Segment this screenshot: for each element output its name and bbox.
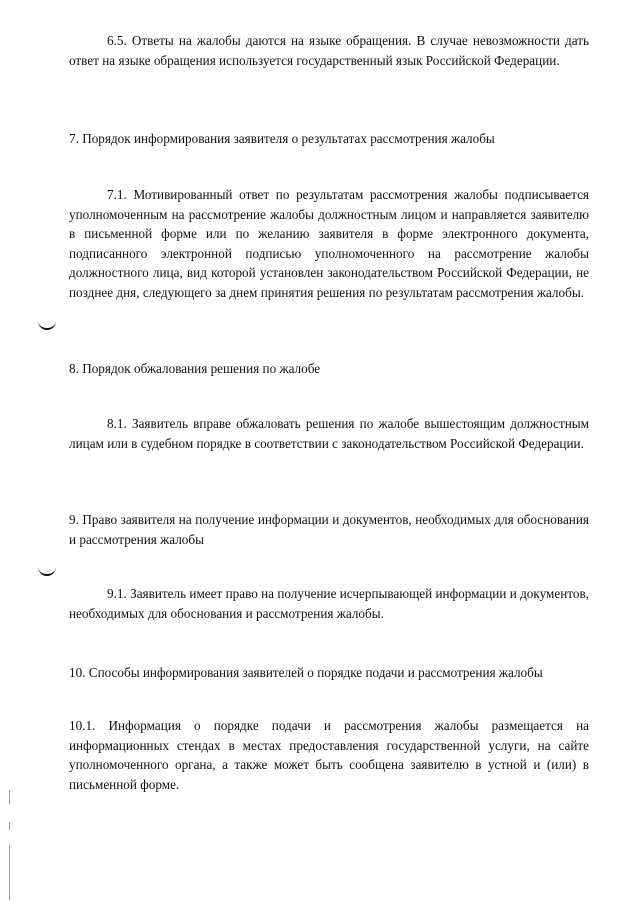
paragraph-9-1: 9.1. Заявитель имеет право на получение исчерпывающей информации и документов, необходимых для обоснования и рассмотрения жалобы. [69,586,589,621]
section-heading-8: 8. Порядок обжалования решения по жалобе [69,361,321,376]
paragraph-8-1: 8.1. Заявитель вправе обжаловать решения по жалобе вышестоящим должностным лицам или в судебном порядке в соответствии с законодательством Российской Федерации. [69,416,589,451]
paragraph-6-5: 6.5. Ответы на жалобы даются на языке обращения. В случае невозможности дать ответ на языке обращения используется государственный язык Российской Федерации. [69,33,589,68]
section-heading-10: 10. Способы информирования заявителей о порядке подачи и рассмотрения жалобы [69,665,543,680]
paragraph-10-1: 10.1. Информация о порядке подачи и рассмотрения жалобы размещается на информационных стендах в местах предоставления государственной услуги, на сайте уполномоченного органа, а также может быть сообщена заявителю в устной и (или) в письменной форме. [69,718,589,792]
scan-edge-mark [9,790,10,804]
section-heading-7: 7. Порядок информирования заявителя о результатах рассмотрения жалобы [69,131,495,146]
paragraph-7-1: 7.1. Мотивированный ответ по результатам рассмотрения жалобы подписывается уполномоченным на рассмотрение жалобы должностным лицом и направляется заявителю в письменной форме или по желанию заявителя в форме электронного документа, подписанного электронной подписью уполномоченного на рассмотрение жалобы должностного лица, вид которой установлен законодательством Российской Федерации, не позднее дня, следующего за днем принятия решения по результатам рассмотрения жалобы. [69,187,589,300]
margin-mark [38,566,56,576]
section-heading-9: 9. Право заявителя на получение информации и документов, необходимых для обоснования и рассмотрения жалобы [69,512,589,547]
margin-mark [38,320,56,330]
scan-edge-mark [9,845,10,900]
scan-edge-mark [9,822,10,830]
